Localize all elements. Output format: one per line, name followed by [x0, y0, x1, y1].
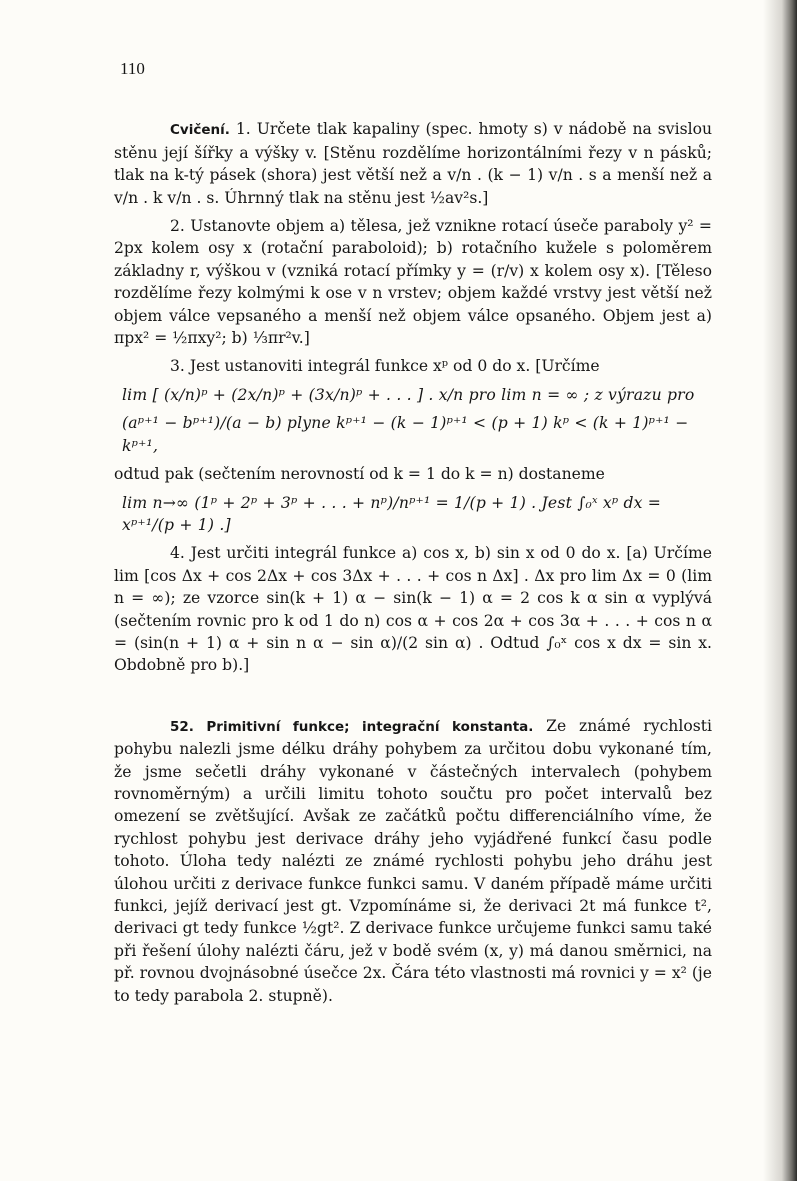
exercise-3-intro: 3. Jest ustanoviti integrál funkce xᵖ od 0 do x. [Určíme: [170, 357, 600, 376]
section-body: Ze známé rychlosti pohybu nalezli jsme délku dráhy pohybem za určitou dobu vykonané tím, že jsme sečetli dráhy vykonané v částečných intervalech (pohybem rovnoměrným) a určili limitu tohoto součtu pro počet intervalů bez omezení se zvětšující. Avšak ze začátků počtu differenciálního víme, že rychlost pohybu jest derivace dráhy jeho vyjádřené funkcí času podle tohoto. Úloha tedy nalézti ze známé rychlosti pohybu jeho dráhu jest úlohou určiti z derivace funkce funkci samu. V daném případě máme určiti funkci, jejíž derivací jest gt. Vzpomínáme si, že derivaci 2t má funkce t², derivaci gt tedy funkce ½gt². Z derivace funkce určujeme funkci samu také při řešení úlohy nalézti čáru, jež v bodě svém (x, y) má danou směrnici, na př. rovnou dvojnásobné úsečce 2x. Čára této vlastnosti má rovnici y = x² (je to tedy parabola 2. stupně).: [114, 716, 712, 1005]
exercise-3-text: odtud pak (sečtením nerovností od k = 1 do k = n) dostaneme: [114, 465, 605, 484]
exercise-1: [114, 118, 712, 209]
exercise-3-result-formula: lim n→∞ (1ᵖ + 2ᵖ + 3ᵖ + . . . + nᵖ)/nᵖ⁺¹ = 1/(p + 1) . Jest ∫₀ˣ xᵖ dx = xᵖ⁺¹/(p + 1) .]: [122, 493, 662, 534]
exercises-heading: Cvičení.: [170, 122, 230, 139]
exercise-4: 4. Jest určiti integrál funkce a) cos x, b) sin x od 0 do x. [a) Určíme lim [cos Δx + cos 2Δx + cos 3Δx + . . . + cos n Δx] . Δx pro lim Δx = 0 (lim n = ∞); ze vzorce sin(k + 1) α − sin(k − 1) α = 2 cos k α sin α vyplývá (sečtením rovnic pro k od 1 do n) cos α + cos 2α + cos 3α + . . . + cos n α = (sin(n + 1) α + sin n α − sin α)/(2 sin α) . Odtud ∫₀ˣ cos x dx = sin x. Obdobně pro b).]: [114, 544, 712, 675]
exercise-3-inequality-formula: (aᵖ⁺¹ − bᵖ⁺¹)/(a − b) plyne kᵖ⁺¹ − (k − 1)ᵖ⁺¹ < (p + 1) kᵖ < (k + 1)ᵖ⁺¹ − kᵖ⁺¹,: [122, 414, 689, 455]
section-52: [114, 715, 712, 1007]
exercise-1-text: 1. Určete tlak kapaliny (spec. hmoty s) v nádobě na svislou stěnu její šířky a výšky v. [Stěnu rozdělíme horizontálními řezy v n pásků; tlak na k-tý pásek (shora) jest větší než a v/n . (k − 1) v/n . s a menší než a v/n . k v/n . s. Úhrnný tlak na stěnu jest ½av²s.]: [114, 120, 712, 207]
section-heading: 52. Primitivní funkce; integrační konstanta.: [170, 718, 534, 735]
section-52-paragraph: [114, 715, 712, 1007]
exercise-2: 2. Ustanovte objem a) tělesa, jež vznikne rotací úseče paraboly y² = 2px kolem osy x (rotační paraboloid); b) rotačního kužele s poloměrem základny r, výškou v (vzniká rotací přímky y = (r/v) x kolem osy x). [Těleso rozdělíme řezy kolmými k ose v n vrstev; objem každé vrstvy jest větší než objem válce vepsaného a menší než objem válce opsaného. Objem jest a) πpx² = ½πxy²; b) ⅓πr²v.]: [114, 217, 712, 348]
book-page: [114, 58, 712, 1007]
page-edge-shadow: [763, 0, 797, 1181]
exercise-3-limit-formula: lim [ (x/n)ᵖ + (2x/n)ᵖ + (3x/n)ᵖ + . . . ] . x/n pro lim n = ∞ ; z výrazu pro: [122, 385, 695, 404]
page-number: 110: [120, 59, 145, 78]
